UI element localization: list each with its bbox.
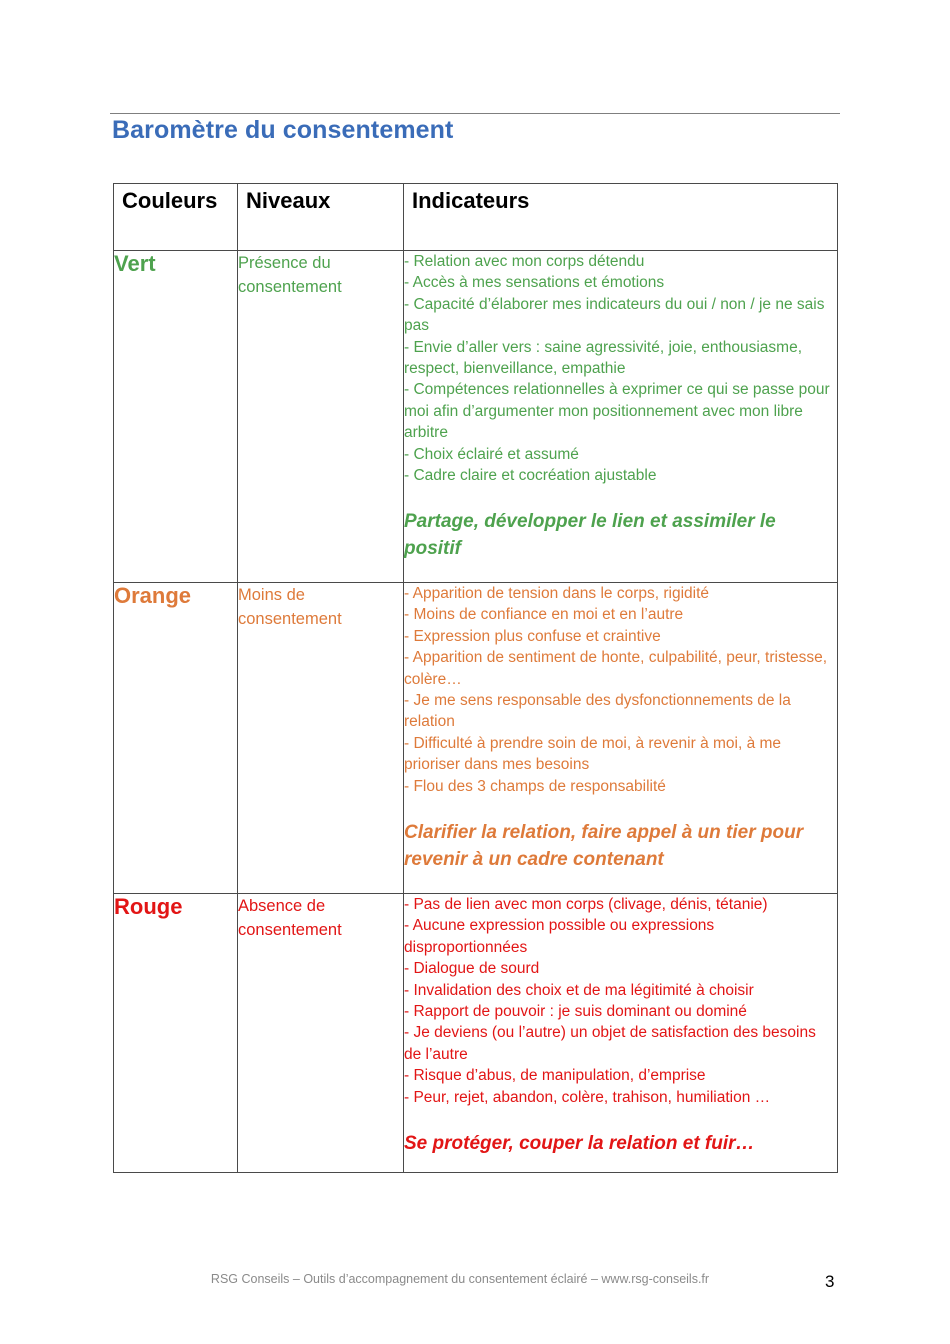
indicator-item: - Expression plus confuse et craintive — [404, 627, 661, 645]
conclusion-text: Clarifier la relation, faire appel à un tier pour revenir à un cadre contenant — [404, 822, 804, 871]
indicator-item: - Choix éclairé et assumé — [404, 445, 579, 463]
color-name: Vert — [114, 251, 156, 276]
color-cell — [114, 583, 238, 894]
level-line: Absence de — [238, 897, 326, 915]
indicator-item: - Dialogue de sourd — [404, 960, 540, 978]
indicator-item: - Pas de lien avec mon corps (clivage, dénis, tétanie) — [404, 896, 768, 913]
indicator-item: - Compétences relationnelles à exprimer ce qui se passe pour moi afin d’argumenter mon positionnement avec mon libre arbitre — [404, 381, 830, 442]
indicators-cell — [404, 894, 838, 1173]
indicator-item: - Envie d’aller vers : saine agressivité, joie, enthousiasme, respect, bienveillance, empathie — [404, 338, 803, 378]
indicator-item: - Accès à mes sensations et émotions — [404, 274, 665, 292]
header-divider — [110, 113, 840, 114]
table-row-orange — [114, 583, 838, 894]
level-cell — [238, 894, 404, 1173]
indicator-list — [404, 894, 837, 1108]
level-cell — [238, 251, 404, 583]
conclusion-text: Se protéger, couper la relation et fuir… — [404, 1133, 755, 1155]
header-levels: Niveaux — [238, 184, 404, 251]
indicator-list — [404, 583, 837, 797]
level-line: consentement — [238, 610, 342, 628]
indicator-item: - Apparition de tension dans le corps, rigidité — [404, 585, 710, 602]
color-name: Orange — [114, 583, 192, 608]
level-cell — [238, 583, 404, 894]
level-line: consentement — [238, 921, 342, 939]
indicators-cell — [404, 251, 838, 583]
footer-text: RSG Conseils – Outils d’accompagnement du consentement éclairé – www.rsg-conseils.fr — [210, 1272, 710, 1286]
table-header-row — [114, 184, 838, 251]
level-line: Présence du — [238, 254, 331, 272]
indicator-item: - Relation avec mon corps détendu — [404, 253, 645, 270]
page-title: Baromètre du consentement — [112, 116, 454, 144]
color-name: Rouge — [114, 894, 183, 919]
page-number: 3 — [825, 1272, 835, 1291]
header-colors: Couleurs — [114, 184, 238, 251]
color-cell — [114, 894, 238, 1173]
indicator-item: - Invalidation des choix et de ma légitimité à choisir — [404, 981, 754, 999]
indicator-item: - Cadre claire et cocréation ajustable — [404, 467, 657, 485]
indicator-item: - Je me sens responsable des dysfonctionnements de la relation — [404, 692, 791, 731]
indicator-item: - Aucune expression possible ou expressions disproportionnées — [404, 917, 715, 956]
indicator-item: - Je deviens (ou l’autre) un objet de satisfaction des besoins de l’autre — [404, 1024, 816, 1063]
level-line: Moins de — [238, 586, 305, 604]
indicator-list — [404, 251, 837, 486]
table-row-rouge — [114, 894, 838, 1173]
indicator-item: - Peur, rejet, abandon, colère, trahison, humiliation … — [404, 1088, 771, 1106]
table-row-vert — [114, 251, 838, 583]
indicator-item: - Rapport de pouvoir : je suis dominant ou dominé — [404, 1003, 747, 1021]
color-cell — [114, 251, 238, 583]
level-line: consentement — [238, 278, 342, 296]
conclusion-text: Partage, développer le lien et assimiler le positif — [404, 511, 776, 560]
indicator-item: - Risque d’abus, de manipulation, d’emprise — [404, 1067, 706, 1085]
indicator-item: - Flou des 3 champs de responsabilité — [404, 777, 666, 795]
indicator-item: - Difficulté à prendre soin de moi, à revenir à moi, à me prioriser dans mes besoins — [404, 734, 782, 774]
header-indicators: Indicateurs — [404, 184, 838, 251]
indicators-cell — [404, 583, 838, 894]
indicator-item: - Moins de confiance en moi et en l’autre — [404, 606, 684, 624]
indicator-item: - Apparition de sentiment de honte, culpabilité, peur, tristesse, colère… — [404, 649, 828, 688]
indicator-item: - Capacité d’élaborer mes indicateurs du oui / non / je ne sais pas — [404, 295, 825, 335]
consent-barometer-table — [113, 183, 838, 1173]
